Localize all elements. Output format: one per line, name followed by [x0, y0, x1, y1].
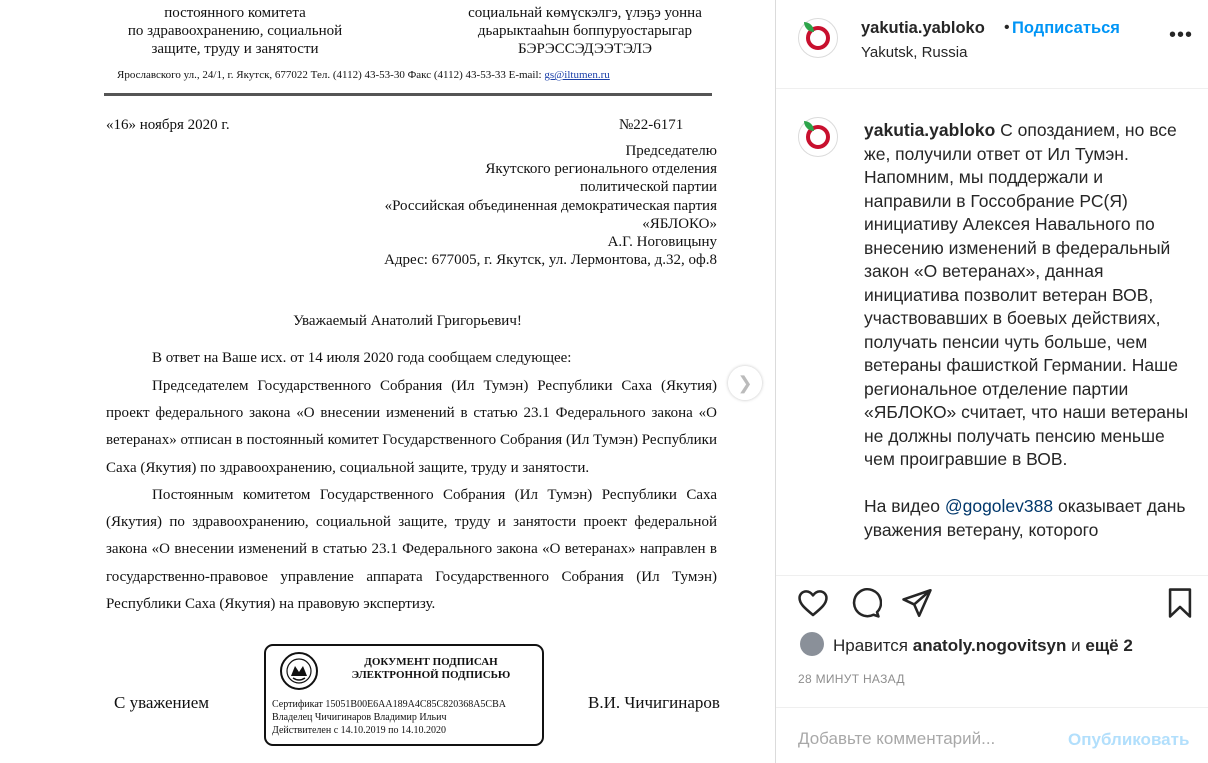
letter-paragraph: Председателем Государственного Собрания (Ил Тумэн) Республики Саха (Якутия) проект федерального закона «О внесении изменений в статью 23.1 Федерального закона «О ветеранах» отписан в постоянный комитет Государственного Собрания (Ил Тумэн) Республики Саха (Якутия) по здравоохранению, социальной защите, труду и занятости.: [106, 378, 717, 476]
recipient-line: политической партии: [579, 179, 717, 196]
stamp-title-line: ДОКУМЕНТ ПОДПИСАН: [364, 656, 498, 668]
caption-avatar[interactable]: [798, 117, 838, 157]
more-options-icon[interactable]: •••: [1169, 24, 1194, 46]
likes-others-link[interactable]: ещё 2: [1085, 636, 1133, 655]
letter-paragraph: В ответ на Ваше исх. от 14 июля 2020 года сообщаем следующее:: [152, 350, 572, 366]
stamp-title: [326, 656, 536, 682]
stamp-title-line: ЭЛЕКТРОННОЙ ПОДПИСЬЮ: [351, 669, 511, 681]
likes-middle: и: [1066, 636, 1086, 655]
letterhead-right-line: дьарыктааһын боппуруостарыгар: [477, 23, 693, 39]
comment-icon[interactable]: [848, 586, 882, 620]
stamp-details: [272, 698, 506, 737]
caption-username[interactable]: yakutia.yabloko: [864, 120, 996, 140]
letterhead-left: [110, 4, 360, 58]
letterhead-left-line: по здравоохранению, социальной: [127, 23, 343, 39]
yabloko-logo-leaf: [804, 22, 814, 32]
heart-icon[interactable]: [796, 586, 830, 620]
bookmark-icon[interactable]: [1163, 586, 1197, 620]
divider: [776, 707, 1208, 708]
comments-area: [776, 89, 1208, 575]
likes-summary: [833, 636, 1133, 656]
letterhead-address-text: Ярославского ул., 24/1, г. Якутск, 677022 Тел. (4112) 43-53-30 Факс (4112) 43-53-33 E-mail:: [117, 69, 545, 81]
letterhead-right: [440, 4, 730, 58]
recipient-line: Адрес: 677005, г. Якутск, ул. Лермонтова, д.32, оф.8: [384, 252, 717, 269]
recipient-line: Председателю: [625, 143, 717, 159]
post-username[interactable]: yakutia.yabloko: [861, 19, 985, 37]
recipient-line: А.Г. Ноговицыну: [607, 234, 717, 251]
letterhead-right-line: БЭРЭССЭДЭЭТЭЛЭ: [517, 41, 653, 57]
paper-plane-icon[interactable]: [900, 586, 934, 620]
letterhead-right-line: социальнай көмүскэлгэ, үлэҕэ уонна: [468, 5, 702, 21]
stamp-validity: Действителен с 14.10.2019 по 14.10.2020: [272, 725, 446, 736]
liker-avatar[interactable]: [800, 632, 824, 656]
divider: [776, 575, 1208, 576]
letterhead-address: [117, 69, 610, 81]
recipient-line: «Российская объединенная демократическая партия: [384, 197, 717, 214]
e-signature-stamp: [264, 644, 544, 746]
follow-button[interactable]: Подписаться: [1012, 19, 1120, 37]
post-timestamp[interactable]: 28 МИНУТ НАЗАД: [798, 672, 905, 686]
stamp-owner: Владелец Чичигинаров Владимир Ильич: [272, 712, 447, 723]
liker-username[interactable]: anatoly.nogovitsyn: [912, 636, 1067, 655]
letterhead-left-line: защите, труду и занятости: [151, 41, 319, 57]
letter-sign-off: С уважением: [114, 693, 210, 712]
avatar[interactable]: [798, 18, 838, 58]
likes-prefix: Нравится: [833, 636, 913, 655]
stamp-certificate: Сертификат 15051B00E6AA189A4C85C820368A5CBA: [272, 699, 506, 710]
post-panel: [775, 0, 1208, 763]
letterhead-email: gs@iltumen.ru: [544, 69, 610, 81]
caption-mention-link[interactable]: @gogolev388: [944, 496, 1054, 516]
post-location[interactable]: Yakutsk, Russia: [861, 44, 968, 61]
letter-greeting: Уважаемый Анатолий Григорьевич!: [293, 313, 522, 329]
letterhead-left-line: постоянного комитета: [164, 5, 306, 21]
letter-date: «16» ноября 2020 г.: [106, 117, 230, 133]
letter-signer: В.И. Чичигинаров: [588, 693, 720, 712]
next-slide-button[interactable]: [728, 366, 762, 400]
separator-dot: •: [1004, 19, 1010, 36]
letter-number: №22-6171: [619, 117, 684, 133]
letterhead-divider: [104, 93, 712, 96]
chevron-right-icon: ❯: [737, 372, 753, 393]
caption-text: С опозданием, но все же, получили ответ от Ил Тумэн. Напомним, мы поддержали и направили в Госсобрание РС(Я) инициативу Алексея Навального по внесению изменений в федеральный закон «О ветеранах», данная инициатива позволит ветеран ВОВ, участвовавших в боевых действиях, получать пенсии чуть больше, чем ветераны фашисткой Германии. Наше региональное отделение партии «ЯБЛОКО» считает, что наши ветераны не должны получать пенсию меньше чем проигравшие в ВОВ. На видео: [864, 120, 1189, 516]
publish-button[interactable]: Опубликовать: [1068, 730, 1190, 749]
post-caption: [864, 119, 1194, 542]
coat-of-arms-emblem: [280, 652, 318, 690]
yabloko-logo-leaf: [804, 121, 814, 131]
comment-input[interactable]: [796, 720, 1080, 758]
recipient-line: «ЯБЛОКО»: [642, 215, 717, 232]
caption-text-continued: оказывает дань уважения ветерану, которого: [864, 496, 1191, 540]
letter-recipient: [384, 142, 717, 269]
recipient-line: Якутского регионального отделения: [485, 161, 717, 178]
letter-paragraph: Постоянным комитетом Государственного Собрания (Ил Тумэн) Республики Саха (Якутия) по здравоохранению, социальной защите, труду и занятости проект федеральной закона «О внесении изменений в статью 23.1 Федерального закона «О ветеранах» направлен в государственно-правовое управление аппарата Государственного Собрания (Ил Тумэн) Республики Саха (Якутия) на правовую экспертизу.: [106, 487, 717, 612]
